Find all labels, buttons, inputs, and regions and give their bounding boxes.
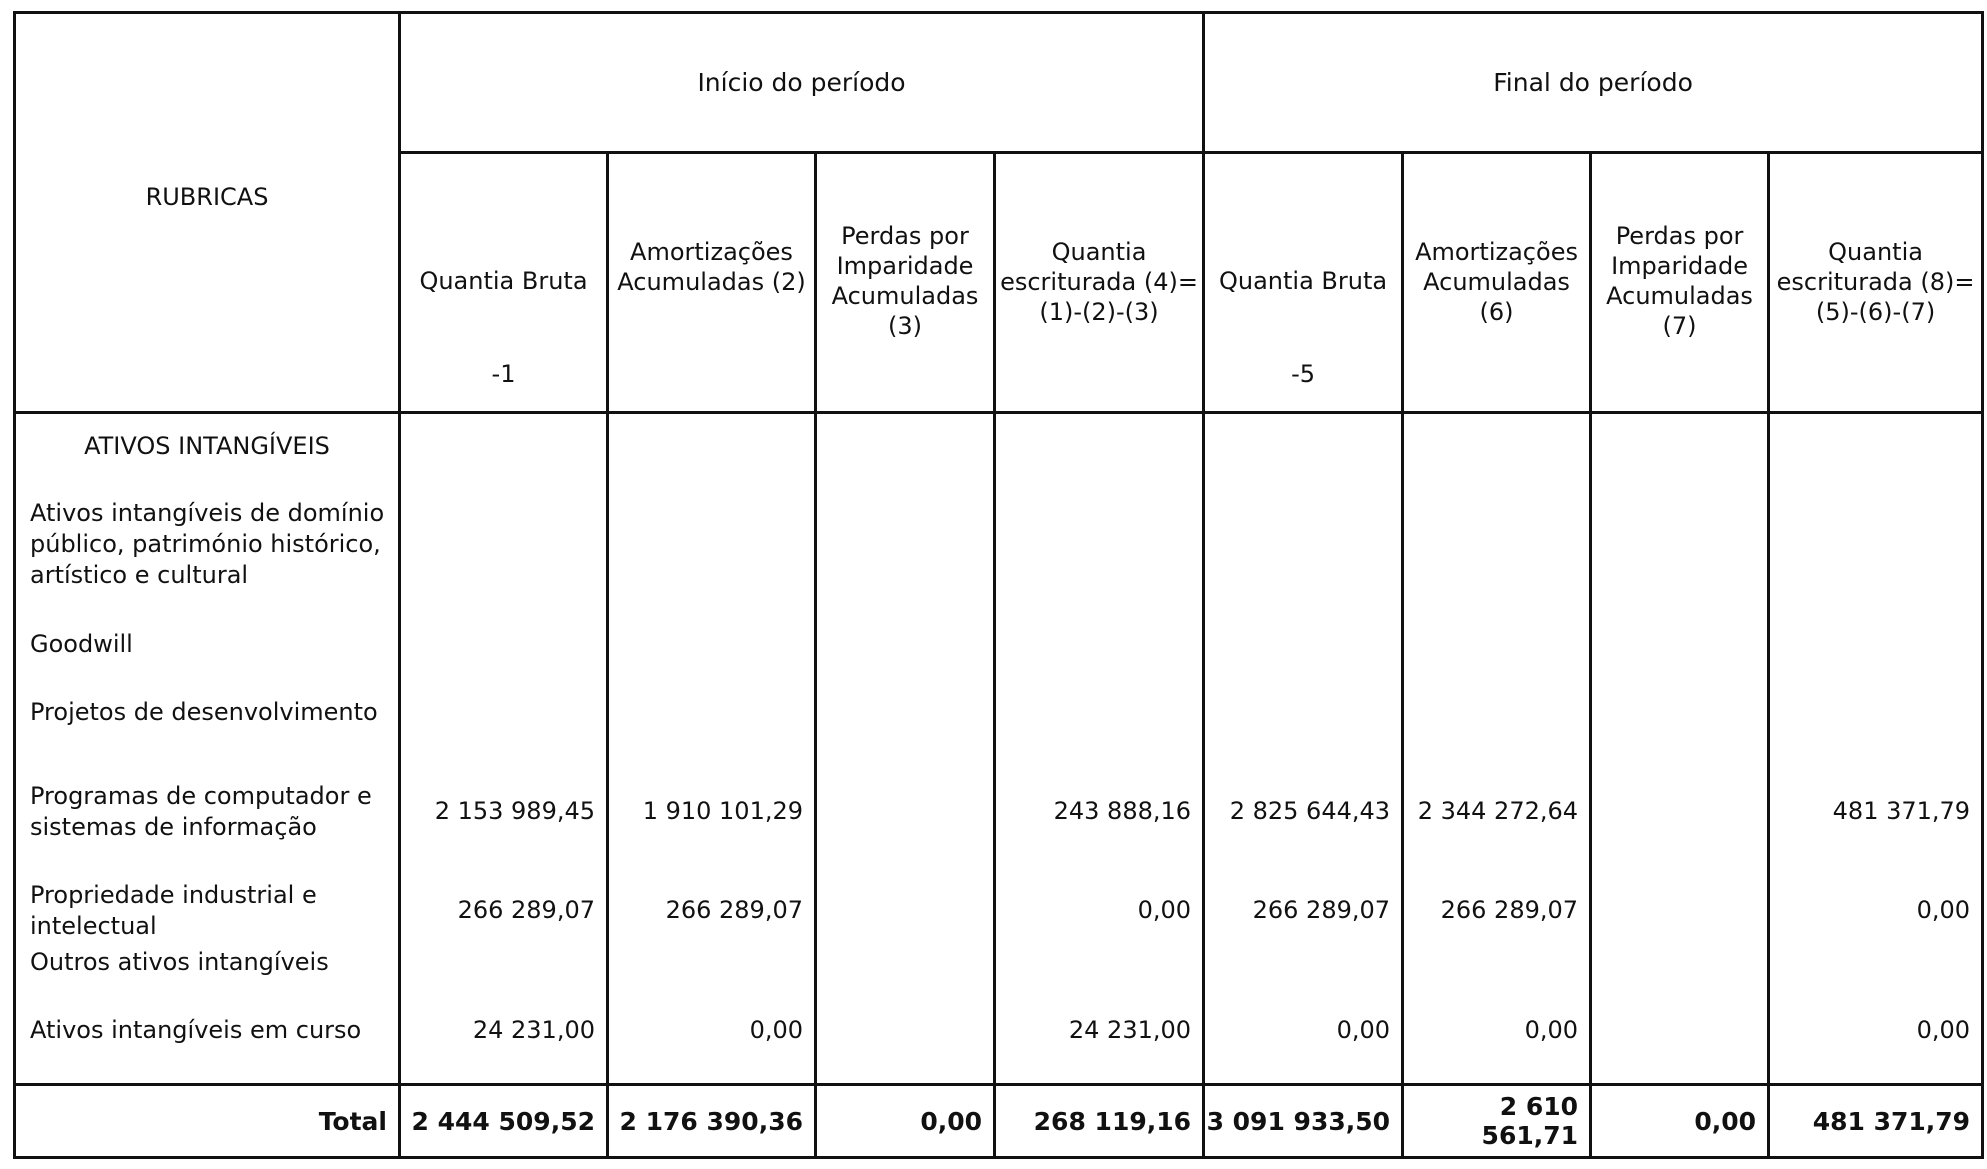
value-column [816,413,995,1085]
value-cell: 0,00 [1524,1016,1579,1044]
column-number: -5 [1291,360,1315,388]
header-group-row [15,13,1983,153]
row-label: Programas de computador e sistemas de informação [30,782,372,841]
value-cell: 2 153 989,45 [434,797,595,825]
total-value: 481 371,79 [1769,1085,1983,1158]
total-value: 2 610 561,71 [1403,1085,1591,1158]
value-column [1204,413,1403,1085]
row-label: Outros ativos intangíveis [30,948,329,976]
value-column [1403,413,1591,1085]
value-column [995,413,1204,1085]
column-header [816,153,995,413]
value-cell: 481 371,79 [1832,797,1971,825]
column-header [1591,153,1769,413]
column-title: Quantia escriturada (4)=(1)-(2)-(3) [1000,238,1198,326]
row-label: Projetos de desenvolvimento [30,698,378,726]
column-header [995,153,1204,413]
final-periodo-label: Final do período [1493,67,1693,97]
column-header [1204,153,1403,413]
row-label: Ativos intangíveis em curso [30,1016,362,1044]
total-value: 2 444 509,52 [400,1085,608,1158]
value-cell: 1 910 101,29 [642,797,803,825]
value-column [400,413,608,1085]
rubricas-header [15,13,400,413]
total-label: Total [15,1085,400,1158]
total-value: 268 119,16 [995,1085,1204,1158]
rubricas-label: RUBRICAS [145,183,269,211]
column-title: Quantia escriturada (8)=(5)-(6)-(7) [1776,238,1975,326]
value-cell: 2 825 644,43 [1229,797,1391,825]
final-periodo-header [1204,13,1983,153]
value-column [608,413,816,1085]
rubricas-column [15,413,400,1085]
total-value: 0,00 [816,1085,995,1158]
inicio-periodo-label: Início do período [697,67,906,97]
value-column [1769,413,1983,1085]
value-column [1591,413,1769,1085]
row-label: Goodwill [30,630,133,658]
value-cell: 24 231,00 [1068,1016,1192,1044]
value-cell: 0,00 [1336,1016,1391,1044]
body-row [15,413,1983,1085]
column-header [1403,153,1591,413]
value-cell: 266 289,07 [1440,896,1579,924]
column-title: Amortizações Acumuladas (2) [617,238,806,296]
total-value: 0,00 [1591,1085,1769,1158]
value-cell: 266 289,07 [457,896,595,924]
row-label: Propriedade industrial e intelectual [30,881,317,940]
column-header [400,153,608,413]
column-number: -1 [491,360,516,388]
total-row [15,1085,1983,1158]
total-value: 2 176 390,36 [608,1085,816,1158]
row-label: Ativos intangíveis de domínio público, património histórico, artístico e cultural [30,499,385,589]
value-cell: 266 289,07 [665,896,803,924]
value-cell: 0,00 [749,1016,803,1044]
column-header [608,153,816,413]
column-title: Quantia Bruta [419,267,588,295]
value-cell: 266 289,07 [1252,896,1391,924]
value-cell: 0,00 [1916,896,1971,924]
section-title: ATIVOS INTANGÍVEIS [84,432,330,460]
value-cell: 24 231,00 [472,1016,595,1044]
value-cell: 2 344 272,64 [1417,797,1579,825]
column-title: Perdas por Imparidade Acumuladas (7) [1606,222,1753,340]
value-cell: 243 888,16 [1053,797,1192,825]
column-header [1769,153,1983,413]
intangible-assets-table [13,11,1984,1159]
column-title: Perdas por Imparidade Acumuladas (3) [831,222,979,340]
column-title: Amortizações Acumuladas (6) [1415,238,1578,326]
value-cell: 0,00 [1137,896,1192,924]
inicio-periodo-header [400,13,1204,153]
column-title: Quantia Bruta [1218,267,1388,295]
total-value: 3 091 933,50 [1204,1085,1403,1158]
value-cell: 0,00 [1916,1016,1971,1044]
